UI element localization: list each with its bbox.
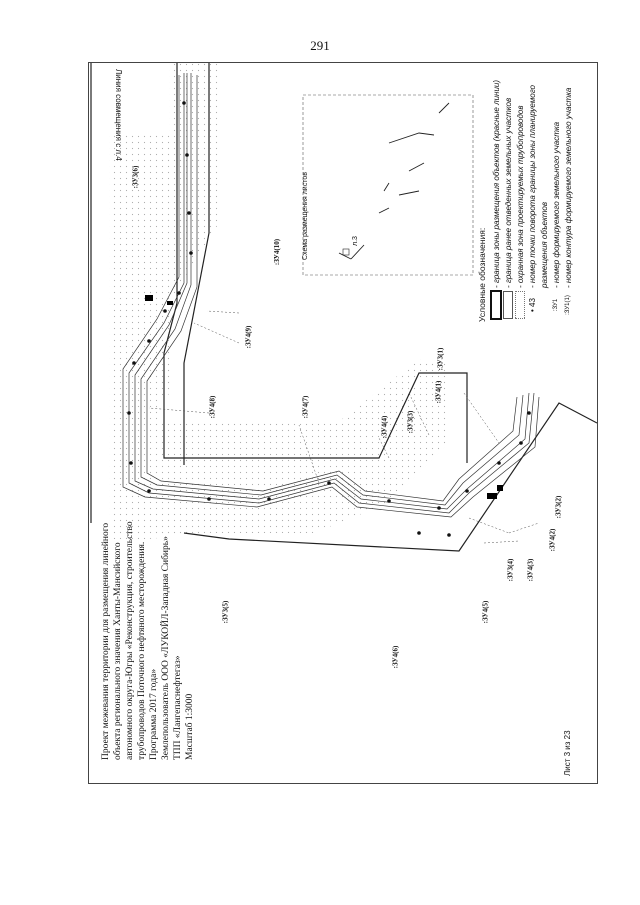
parcel-label: :ЗУ3(1) bbox=[436, 347, 445, 371]
legend-row bbox=[490, 80, 502, 322]
sheet-scheme-inset bbox=[303, 95, 473, 275]
legend-text: - граница ранее отведенных земельных участков bbox=[503, 97, 513, 288]
parcel-label: :ЗУ3(4) bbox=[506, 558, 515, 582]
title-line: Масштаб 1:3000 bbox=[185, 693, 195, 760]
parcel-label: :ЗУ3(6) bbox=[131, 165, 140, 189]
parcel-contour-symbol: :ЗУ1(1) bbox=[565, 295, 571, 315]
parcel-label: :ЗУ3(5) bbox=[221, 600, 230, 624]
title-line: Землепользователь ООО «ЛУКОЙЛ-Западная Сибирь» bbox=[161, 536, 171, 760]
scheme-sheet-marker: л.3 bbox=[352, 236, 359, 246]
legend-text: - номер контура формируемого земельного участка bbox=[563, 87, 573, 288]
parcel-label: :ЗУ4(6) bbox=[391, 645, 400, 669]
parcel-label: :ЗУ3(3) bbox=[406, 410, 415, 434]
protected-zone-symbol bbox=[515, 288, 525, 322]
title-line: Проект межевания территории для размещения линейного bbox=[101, 522, 111, 760]
sheet-label: Лист 3 из 23 bbox=[563, 730, 572, 776]
title-line: автономного округа-Югры «Реконструкция, строительство bbox=[125, 521, 135, 760]
title-line: объекта регионального значения Ханты-Мансийского bbox=[113, 542, 123, 760]
title-block bbox=[100, 521, 196, 760]
legend-text: - граница зоны размещения объектов (красные линии) bbox=[491, 79, 501, 288]
parcel-number-symbol: :ЗУ1 bbox=[553, 298, 559, 312]
parcel-label: :ЗУ4(5) bbox=[481, 600, 490, 624]
parcel-label: :ЗУ3(2) bbox=[554, 495, 563, 519]
legend-row bbox=[550, 80, 562, 322]
legend-row bbox=[538, 80, 550, 322]
legend-row bbox=[562, 80, 574, 322]
legend-title: Условные обозначения: bbox=[477, 227, 487, 322]
parcel-label: :ЗУ4(4) bbox=[380, 415, 389, 439]
parcel-label: :ЗУ4(8) bbox=[208, 395, 217, 419]
parcel-label: :ЗУ4(1) bbox=[434, 380, 443, 404]
parcel-label: :ЗУ4(3) bbox=[526, 558, 535, 582]
turning-point-symbol: • 43 bbox=[527, 298, 537, 312]
parcel-label: :ЗУ4(2) bbox=[548, 528, 557, 552]
title-line: трубопроводов Поточного нефтяного месторождения. bbox=[137, 541, 147, 760]
title-line: Программа 2017 года» bbox=[149, 668, 159, 760]
legend bbox=[477, 80, 574, 322]
legend-text: размещения объектов bbox=[539, 201, 549, 288]
match-line-label: Линия совмещения с л.4 bbox=[114, 69, 123, 161]
red-line-symbol bbox=[490, 288, 502, 322]
parcel-boundary-symbol bbox=[503, 288, 513, 322]
parcel-label: :ЗУ4(10) bbox=[273, 238, 282, 266]
title-line: ТПП «Лангепаснефтегаз» bbox=[173, 655, 183, 760]
parcel-label: :ЗУ4(7) bbox=[301, 395, 310, 419]
legend-text: - номер формируемого земельного участка bbox=[551, 121, 561, 288]
legend-row bbox=[502, 80, 514, 322]
legend-text: - номер точки поворота границы зоны планируемого bbox=[527, 84, 537, 288]
scheme-label: Схема размещения листов bbox=[302, 172, 309, 260]
legend-text: - охранная зона проектируемых трубопроводов bbox=[515, 105, 525, 288]
page-number: 291 bbox=[310, 38, 330, 53]
legend-row bbox=[514, 80, 526, 322]
legend-row bbox=[526, 80, 538, 322]
parcel-label: :ЗУ4(9) bbox=[244, 325, 253, 349]
